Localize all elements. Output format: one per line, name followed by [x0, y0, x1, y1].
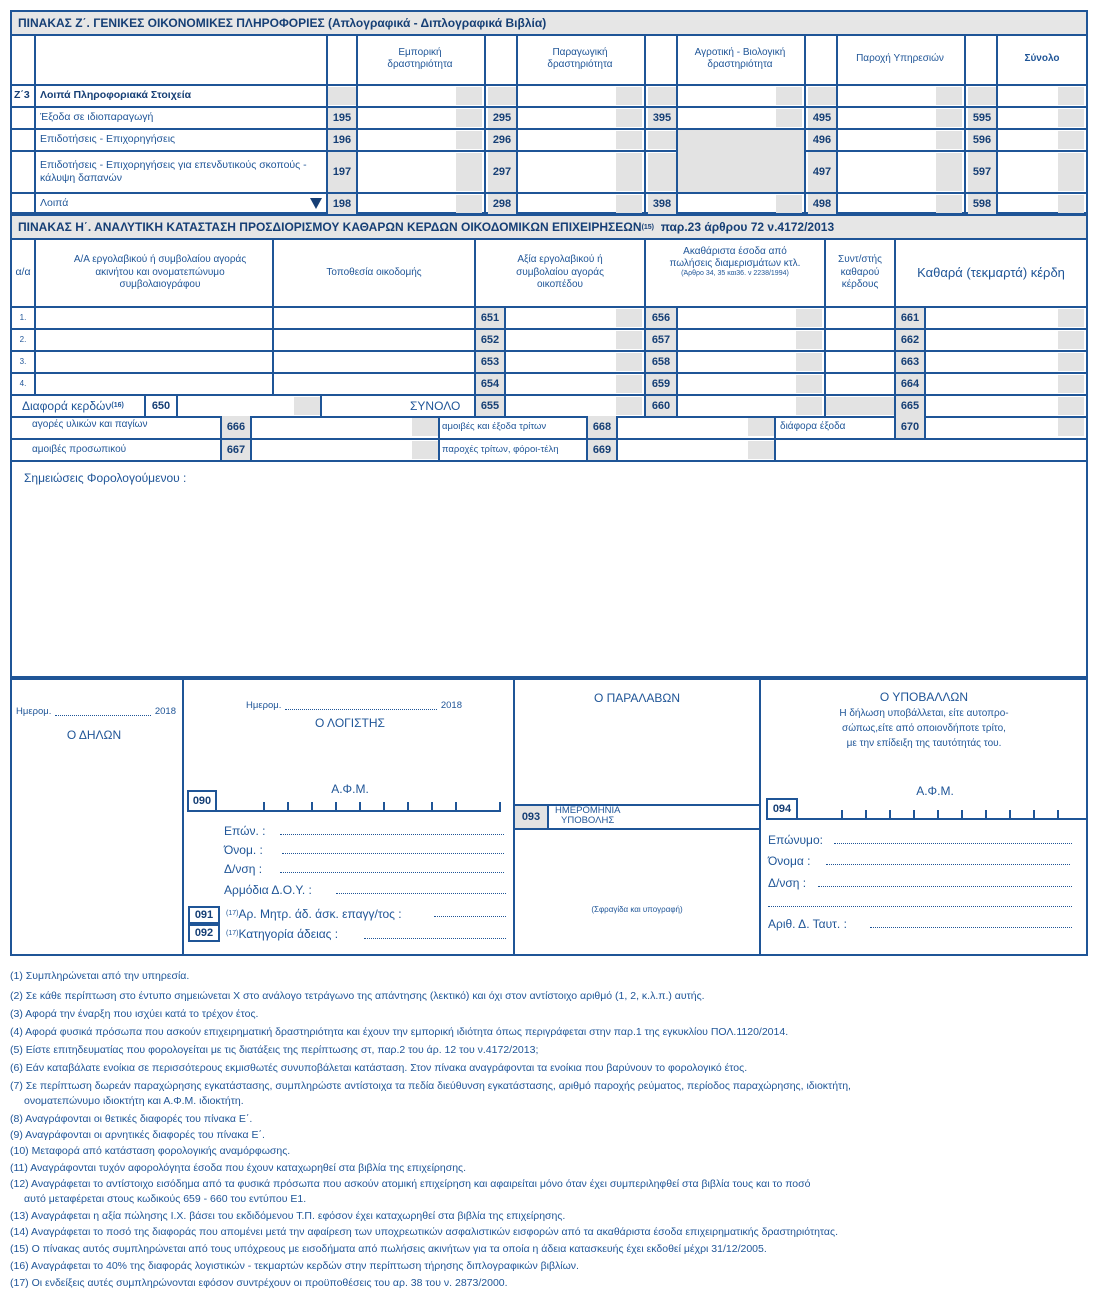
receiver-title: Ο ΠΑΡΑΛΑΒΩΝ: [593, 690, 681, 705]
code-595: 595: [968, 108, 996, 128]
footnote-8: (8) Αναγράφονται οι θετικές διαφορές του πίνακα Ε΄.: [10, 1113, 253, 1125]
column-header-production: Παραγωγική δραστηριότητα: [547, 46, 613, 70]
row-aa-3: 3.: [19, 357, 27, 366]
footnote-10: (10) Μεταφορά από κατάσταση φορολογικής αναμόρφωσης.: [10, 1145, 291, 1157]
code-496: 496: [808, 130, 836, 150]
accountant-license-label: (17) Αρ. Μητρ. άδ. άσκ. επαγγ/τος :: [226, 906, 402, 921]
declarant-date: Ημερομ. 2018: [16, 706, 176, 718]
submitter-surname-label: Επώνυμο:: [768, 832, 823, 847]
input-670[interactable]: [926, 416, 1058, 438]
input-495[interactable]: [838, 108, 936, 128]
code-662: 662: [896, 330, 924, 350]
accountant-category-label: (17) Κατηγορία άδειας :: [226, 926, 339, 941]
accountant-surname-input[interactable]: [280, 834, 504, 835]
code-597: 597: [968, 152, 996, 192]
notes-textarea[interactable]: [12, 490, 1086, 676]
submitter-address-input[interactable]: [818, 886, 1072, 887]
input-597[interactable]: [998, 152, 1058, 192]
code-650: 650: [146, 396, 176, 416]
code-664: 664: [896, 374, 924, 394]
code-198: 198: [328, 194, 356, 214]
footnote-9: (9) Αναγράφονται οι αρνητικές διαφορές του πίνακα Ε΄.: [10, 1129, 265, 1141]
input-498[interactable]: [838, 194, 936, 214]
input-196[interactable]: [358, 130, 456, 150]
input-197[interactable]: [358, 152, 456, 192]
code-596: 596: [968, 130, 996, 150]
code-665: 665: [896, 396, 924, 416]
code-598: 598: [968, 194, 996, 214]
column-header-commercial: Εμπορική δραστηριότητα: [387, 46, 453, 70]
footnote-15: (15) Ο πίνακας αυτός συμπληρώνεται από τους υπόχρεους με εισοδήματα από πωλήσεις ακινήτων για τα οποία η άδεια κατασκευής έχει εκδοθεί μέχρι 31/12/2005.: [10, 1243, 767, 1255]
accountant-tax-office-label: Αρμόδια Δ.Ο.Υ. :: [224, 882, 312, 897]
code-656: 656: [646, 308, 676, 328]
column-header-services: Παροχή Υπηρεσιών: [856, 52, 944, 64]
code-498: 498: [808, 194, 836, 214]
input-395[interactable]: [678, 108, 776, 128]
code-195: 195: [328, 108, 356, 128]
header-gross: Ακαθάριστα έσοδα από πωλήσεις διαμερισμάτων κτλ. (Άρθρο 34, 35 και36. ν 2238/1994): [669, 246, 801, 277]
contract-input-3[interactable]: [36, 352, 272, 372]
header-aa: α/α: [15, 266, 31, 279]
code-668: 668: [588, 416, 616, 438]
accountant-license-input[interactable]: [434, 916, 506, 917]
code-091: 091: [188, 906, 220, 924]
footnote-5: (5) Είστε επιτηδευματίας που φορολογείται με τις διατάξεις της περίπτωσης στ, παρ.2 του άρ. 12 του ν.4172/2013;: [10, 1044, 539, 1056]
code-196: 196: [328, 130, 356, 150]
location-input-2[interactable]: [274, 330, 474, 350]
code-197: 197: [328, 152, 356, 192]
footnote-12: (12) Αναγράφεται το αντίστοιχο εισόδημα από τα φυσικά πρόσωπα που ασκούν ατομική επιχείρηση και αφαιρείται μόνο όταν έχει συμπεριληφθεί στα βιβλία τους και το ποσό: [10, 1178, 811, 1190]
code-667: 667: [222, 440, 250, 460]
code-654: 654: [476, 374, 504, 394]
code-670: 670: [896, 416, 924, 438]
footnote-13: (13) Αναγράφεται η αξία πώλησης Ι.Χ. βάσει του εκδιδόμενου Τ.Π. εφόσον έχει καταχωρηθεί στα βιβλία της επιχείρησης.: [10, 1210, 566, 1222]
submitter-id-label: Αριθ. Δ. Ταυτ. :: [768, 916, 847, 931]
code-655: 655: [476, 396, 504, 416]
input-669[interactable]: [618, 440, 748, 460]
row-label-self-production: Έξοδα σε ιδιοπαραγωγή: [40, 111, 154, 124]
footnote-7: (7) Σε περίπτωση δωρεάν παραχώρησης εγκατάστασης, συμπληρώστε αντίστοιχα τα πεδία διεύθυνση εγκατάστασης, αριθμό παροχής ρεύματος, περίοδος παραχώρησης, ιδιοκτήτη,: [10, 1080, 851, 1092]
footnote-3: (3) Αφορά την έναρξη που ισχύει κατά το τρέχον έτος.: [10, 1008, 259, 1020]
input-296[interactable]: [518, 130, 616, 150]
code-652: 652: [476, 330, 504, 350]
code-094: 094: [766, 798, 798, 820]
contract-input-2[interactable]: [36, 330, 272, 350]
accountant-category-input[interactable]: [364, 938, 506, 939]
location-input-1[interactable]: [274, 308, 474, 328]
row-aa-4: 4.: [19, 379, 27, 388]
submitter-surname-input[interactable]: [834, 843, 1072, 844]
section-label: Λοιπά Πληροφοριακά Στοιχεία: [40, 89, 192, 102]
input-595[interactable]: [998, 108, 1058, 128]
column-header-agricultural: Αγροτική - Βιολογική δραστηριότητα: [694, 46, 786, 70]
code-651: 651: [476, 308, 504, 328]
accountant-address-label: Δ/νση :: [224, 861, 263, 876]
triangle-down-icon: [310, 198, 322, 209]
accountant-surname-label: Επών. :: [224, 823, 266, 838]
section-code: Ζ΄3: [14, 89, 30, 102]
input-667[interactable]: [252, 440, 412, 460]
contract-input-1[interactable]: [36, 308, 272, 328]
table-z-title: ΠΙΝΑΚΑΣ Ζ΄. ΓΕΝΙΚΕΣ ΟΙΚΟΝΟΜΙΚΕΣ ΠΛΗΡΟΦΟΡΙΕΣ (Απλογραφικά - Διπλογραφικά Βιβλία): [12, 12, 1086, 34]
code-093: 093: [515, 806, 547, 828]
column-header-total: Σύνολο: [1024, 52, 1060, 64]
code-090: 090: [187, 790, 217, 812]
declarant-title: Ο ΔΗΛΩΝ: [66, 727, 122, 742]
input-398[interactable]: [678, 194, 776, 214]
submitter-title: Ο ΥΠΟΒΑΛΛΩΝ: [879, 689, 969, 704]
footnote-2: (2) Σε κάθε περίπτωση στο έντυπο σημειώνεται Χ στο ανάλογο τετράγωνο της απάντησης (λεκτικό) και όχι στον αντίστοιχο αριθμό (1, 2, κ.λ.π.) αυτής.: [10, 990, 705, 1002]
expense-label-personnel: αμοιβές προσωπικού: [32, 443, 127, 455]
code-497: 497: [808, 152, 836, 192]
contract-input-4[interactable]: [36, 374, 272, 394]
code-395: 395: [648, 108, 676, 128]
accountant-tax-office-input[interactable]: [336, 893, 506, 894]
input-668[interactable]: [618, 416, 748, 438]
code-398: 398: [648, 194, 676, 214]
submitter-name-input[interactable]: [826, 864, 1070, 865]
accountant-date: Ημερομ. 2018: [246, 700, 462, 712]
submitter-note: Η δήλωση υποβάλλεται, είτε αυτοπρο- σώπως,είτε από οποιονδήποτε τρίτο, με την επίδειξη της ταυτότητάς του.: [839, 708, 1009, 749]
input-666[interactable]: [252, 416, 412, 438]
code-663: 663: [896, 352, 924, 372]
expense-label-utilities-taxes: παροχές τρίτων, φόροι-τέλη: [442, 444, 559, 456]
notes-label: Σημειώσεις Φορολογούμενου :: [24, 470, 187, 485]
accountant-name-label: Όνομ. :: [224, 842, 263, 857]
row-aa-1: 1.: [19, 313, 27, 322]
code-297: 297: [488, 152, 516, 192]
location-input-4[interactable]: [274, 374, 474, 394]
footnote-6: (6) Εάν καταβάλατε ενοίκια σε περισσότερους εκμισθωτές συνυποβάλεται κατάσταση. Στον πίνακα αναγράφονται τα ενοίκια που βαρύνουν το φορολογικό έτος.: [10, 1062, 748, 1074]
submitter-name-label: Όνομα :: [768, 853, 811, 868]
code-295: 295: [488, 108, 516, 128]
input-295[interactable]: [518, 108, 616, 128]
table-h-title: ΠΙΝΑΚΑΣ Η΄. ΑΝΑΛΥΤΙΚΗ ΚΑΤΑΣΤΑΣΗ ΠΡΟΣΔΙΟΡΙΣΜΟΥ ΚΑΘΑΡΩΝ ΚΕΡΔΩΝ ΟΙΚΟΔΟΜΙΚΩΝ ΕΠΙΧΕΙΡΗΣΕΩΝ (15) παρ.23 άρθρου 72 ν.4172/2013: [12, 216, 1086, 238]
input-297[interactable]: [518, 152, 616, 192]
code-660: 660: [646, 396, 676, 416]
header-coefficient: Συντ/στής καθαρού κέρδους: [838, 254, 882, 291]
code-495: 495: [808, 108, 836, 128]
accountant-title: Ο ΛΟΓΙΣΤΗΣ: [315, 715, 385, 730]
code-659: 659: [646, 374, 676, 394]
header-net-profit: Καθαρά (τεκμαρτά) κέρδη: [917, 264, 1065, 280]
header-contract: Α/Α εργολαβικού ή συμβολαίου αγοράς ακινήτου και ονοματεπώνυμο συμβολαιογράφου: [73, 254, 247, 291]
stamp-signature-label: (Σφραγίδα και υπογραφή): [591, 905, 683, 914]
submitter-afm-label: Α.Φ.Μ.: [916, 783, 954, 798]
input-650[interactable]: [178, 396, 294, 416]
footnote-16: (16) Αναγράφεται το 40% της διαφοράς λογιστικών - τεκμαρτών κερδών στην περίπτωση τήρησης διπλογραφικών βιβλίων.: [10, 1260, 579, 1272]
code-296: 296: [488, 130, 516, 150]
expense-label-third-party-fees: αμοιβές και έξοδα τρίτων: [442, 421, 547, 433]
input-497[interactable]: [838, 152, 936, 192]
submitter-address-input-2[interactable]: [768, 906, 1072, 907]
code-658: 658: [646, 352, 676, 372]
input-496[interactable]: [838, 130, 936, 150]
footnote-14: (14) Αναγράφεται το ποσό της διαφοράς που απομένει μετά την αφαίρεση των υποχρεωτικών ασφαλιστικών εισφορών από τα ακαθάριστα έσοδα επιχειρηματικής δραστηριότητας.: [10, 1226, 838, 1238]
row-label-investment-subsidies: Επιδοτήσεις - Επιχορηγήσεις για επενδυτικούς σκοπούς - κάλυψη δαπανών: [40, 158, 307, 184]
footnote-12-cont: αυτό μεταφέρεται στους κωδικούς 659 - 660 του εντύπου Ε1.: [24, 1193, 307, 1205]
submitter-address-label: Δ/νση :: [768, 875, 807, 890]
header-value: Αξία εργολαβικού ή συμβολαίου αγοράς οικοπέδου: [516, 254, 604, 291]
submitter-id-input[interactable]: [870, 927, 1072, 928]
code-653: 653: [476, 352, 504, 372]
code-661: 661: [896, 308, 924, 328]
total-label: ΣΥΝΟΛΟ: [410, 398, 461, 413]
code-666: 666: [222, 416, 250, 438]
row-label-subsidies: Επιδοτήσεις - Επιχορηγήσεις: [40, 133, 176, 146]
disabled-agricultural-cells: [678, 130, 804, 192]
accountant-address-input[interactable]: [280, 872, 504, 873]
code-669: 669: [588, 440, 616, 460]
expense-label-materials: αγορές υλικών και παγίων: [32, 418, 148, 430]
code-657: 657: [646, 330, 676, 350]
input-195[interactable]: [358, 108, 456, 128]
diff-label: Διαφορά κερδών (16): [22, 398, 124, 413]
row-label-other: Λοιπά: [40, 197, 69, 210]
input-298[interactable]: [518, 194, 616, 214]
footnote-17: (17) Οι ενδείξεις αυτές συμπληρώνονται εφόσον συντρέχουν οι προϋποθέσεις του αρ. 38 του ν. 2873/2000.: [10, 1277, 508, 1289]
footnote-7-cont: ονοματεπώνυμο ιδιοκτήτη και Α.Φ.Μ. ιδιοκτήτη.: [24, 1095, 244, 1107]
submission-date-label: ΗΜΕΡΟΜΗΝΙΑ ΥΠΟΒΟΛΗΣ: [555, 805, 621, 826]
header-location: Τοποθεσία οικοδομής: [326, 266, 422, 278]
location-input-3[interactable]: [274, 352, 474, 372]
code-298: 298: [488, 194, 516, 214]
accountant-afm-label: Α.Φ.Μ.: [331, 781, 369, 796]
input-596[interactable]: [998, 130, 1058, 150]
input-198[interactable]: [358, 194, 456, 214]
accountant-name-input[interactable]: [282, 853, 504, 854]
footnote-4: (4) Αφορά φυσικά πρόσωπα που ασκούν επιχειρηματική δραστηριότητα και έχουν την εμπορική ιδιότητα όπως περιγράφεται στην παρ.1 της εγκυκλίου ΠΟΛ.1120/2014.: [10, 1026, 789, 1038]
expense-label-other: διάφορα έξοδα: [780, 420, 846, 432]
input-598[interactable]: [998, 194, 1058, 214]
code-092: 092: [188, 924, 220, 942]
row-aa-2: 2.: [19, 335, 27, 344]
footnote-11: (11) Αναγράφονται τυχόν αφορολόγητα έσοδα που έχουν καταχωρηθεί στα βιβλία της επιχείρησης.: [10, 1162, 467, 1174]
footnote-1: (1) Συμπληρώνεται από την υπηρεσία.: [10, 970, 190, 982]
